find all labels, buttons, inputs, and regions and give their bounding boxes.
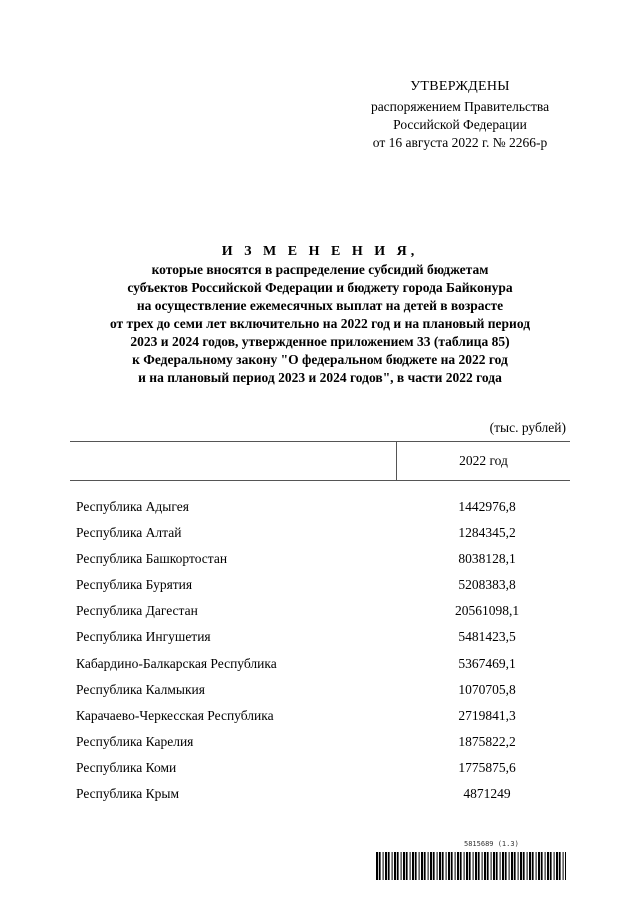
barcode-bar: [523, 852, 525, 880]
table-row: [76, 732, 576, 758]
region-value: 1070705,8: [458, 681, 516, 697]
title-line: и на плановый период 2023 и 2024 годов", в части 2022 года: [138, 370, 502, 385]
region-name: Республика Калмыкия: [76, 681, 205, 697]
region-value: 5367469,1: [458, 655, 516, 671]
barcode-bar: [502, 852, 504, 880]
barcode-bar: [424, 852, 426, 880]
region-value: 5481423,5: [458, 629, 516, 645]
barcode-bar: [505, 852, 507, 880]
barcode-bar: [554, 852, 555, 880]
barcode-bar: [550, 852, 552, 880]
region-value: 8038128,1: [458, 551, 516, 567]
barcode-bar: [545, 852, 546, 880]
barcode-bar: [406, 852, 408, 880]
region-name: Республика Ингушетия: [76, 629, 211, 645]
barcode-bar: [496, 852, 498, 880]
barcode-bar: [547, 852, 549, 880]
barcode-bar: [388, 852, 390, 880]
barcode-bar: [442, 852, 444, 880]
barcode-bar: [460, 852, 462, 880]
region-name: Республика Алтай: [76, 525, 182, 541]
title-heading: И З М Е Н Е Н И Я,: [221, 244, 419, 259]
region-name: Республика Башкортостан: [76, 551, 228, 567]
barcode-bar: [437, 852, 438, 880]
region-value: 20561098,1: [454, 603, 520, 619]
barcode-bar: [565, 852, 566, 880]
barcode-bar: [493, 852, 495, 880]
table-row: [76, 758, 576, 784]
barcode-bar: [397, 852, 399, 880]
barcode-bar: [428, 852, 429, 880]
region-name: Республика Карелия: [76, 733, 194, 749]
barcode-bar: [466, 852, 468, 880]
barcode-bar: [385, 852, 387, 880]
region-value: 4871249: [463, 786, 511, 802]
barcode-bar: [473, 852, 474, 880]
region-name: Кабардино-Балкарская Республика: [76, 655, 277, 671]
barcode-bar: [421, 852, 423, 880]
barcode-bar: [433, 852, 435, 880]
barcode-bar: [532, 852, 534, 880]
barcode-bar: [563, 852, 564, 880]
table-row: [76, 680, 576, 706]
table-header: [70, 441, 570, 481]
barcode-bar: [379, 852, 381, 880]
title-line: которые вносятся в распределение субсидий бюджетам: [151, 262, 489, 277]
barcode-bar: [538, 852, 540, 880]
table-row: [76, 497, 576, 523]
barcode-bar: [509, 852, 510, 880]
barcode: [376, 840, 566, 886]
units-label: (тыс. рублей): [489, 420, 566, 435]
title-line: 2023 и 2024 годов, утвержденное приложением 33 (таблица 85): [130, 334, 510, 349]
barcode-bar: [392, 852, 393, 880]
region-value: 2719841,3: [458, 707, 516, 723]
table-row: [76, 706, 576, 732]
approval-line: распоряжением Правительства: [370, 99, 550, 114]
table-row: [76, 627, 576, 653]
region-name: Республика Дагестан: [76, 603, 198, 619]
barcode-bar: [394, 852, 396, 880]
barcode-bar: [475, 852, 477, 880]
barcode-bar: [541, 852, 543, 880]
title-line: к Федеральному закону "О федеральном бюджете на 2022 год: [132, 352, 508, 367]
region-name: Республика Бурятия: [76, 577, 193, 593]
barcode-bar: [556, 852, 558, 880]
barcode-bar: [415, 852, 417, 880]
table-row: [76, 523, 576, 549]
region-value: 5208383,8: [458, 577, 516, 593]
barcode-bar: [451, 852, 453, 880]
table-row: [76, 601, 576, 627]
region-value: 1875822,2: [458, 733, 516, 749]
region-value: 1442976,8: [458, 499, 516, 514]
region-name: Карачаево-Черкесская Республика: [76, 707, 274, 723]
barcode-bar: [527, 852, 528, 880]
barcode-bar: [376, 852, 378, 880]
barcode-bar: [478, 852, 480, 880]
title-line: от трех до семи лет включительно на 2022 год и на плановый период: [109, 316, 531, 331]
title-line: на осуществление ежемесячных выплат на детей в возрасте: [136, 298, 504, 313]
region-name: Республика Адыгея: [76, 499, 189, 514]
table-row: [76, 784, 576, 810]
table-row: [76, 575, 576, 601]
barcode-bar: [518, 852, 519, 880]
barcode-bar: [487, 852, 489, 880]
table-row: [76, 654, 576, 680]
barcode-bar: [469, 852, 471, 880]
barcode-bar: [520, 852, 522, 880]
barcode-bar: [455, 852, 456, 880]
table-body: [76, 497, 576, 810]
title-line: субъектов Российской Федерации и бюджету города Байконура: [127, 280, 513, 295]
barcode-bar: [448, 852, 450, 880]
document-title: [50, 243, 590, 387]
approval-heading: УТВЕРЖДЕНЫ: [410, 79, 510, 94]
column-header-year: 2022 год: [459, 453, 508, 468]
region-name: Республика Крым: [76, 786, 180, 802]
region-name: Республика Коми: [76, 759, 177, 775]
barcode-bar: [412, 852, 414, 880]
barcode-bar: [401, 852, 402, 880]
region-value: 1775875,6: [458, 759, 516, 775]
barcode-bar: [430, 852, 432, 880]
barcode-bar: [484, 852, 486, 880]
barcode-bar: [511, 852, 513, 880]
barcode-bars: [376, 852, 566, 880]
table-row: [76, 549, 576, 575]
barcode-bar: [457, 852, 459, 880]
barcode-bar: [500, 852, 501, 880]
barcode-bar: [491, 852, 492, 880]
barcode-bar: [383, 852, 384, 880]
barcode-number: 5815689 (1.3): [464, 840, 519, 848]
barcode-bar: [439, 852, 441, 880]
barcode-bar: [403, 852, 405, 880]
barcode-bar: [482, 852, 483, 880]
barcode-bar: [464, 852, 465, 880]
approval-block: [340, 78, 580, 152]
approval-line: Российской Федерации: [393, 117, 527, 132]
barcode-bar: [536, 852, 537, 880]
barcode-bar: [446, 852, 447, 880]
barcode-bar: [419, 852, 420, 880]
barcode-bar: [514, 852, 516, 880]
barcode-bar: [410, 852, 411, 880]
approval-date-number: от 16 августа 2022 г. № 2266-р: [372, 135, 548, 150]
barcode-bar: [559, 852, 561, 880]
barcode-bar: [529, 852, 531, 880]
region-value: 1284345,2: [458, 525, 516, 541]
